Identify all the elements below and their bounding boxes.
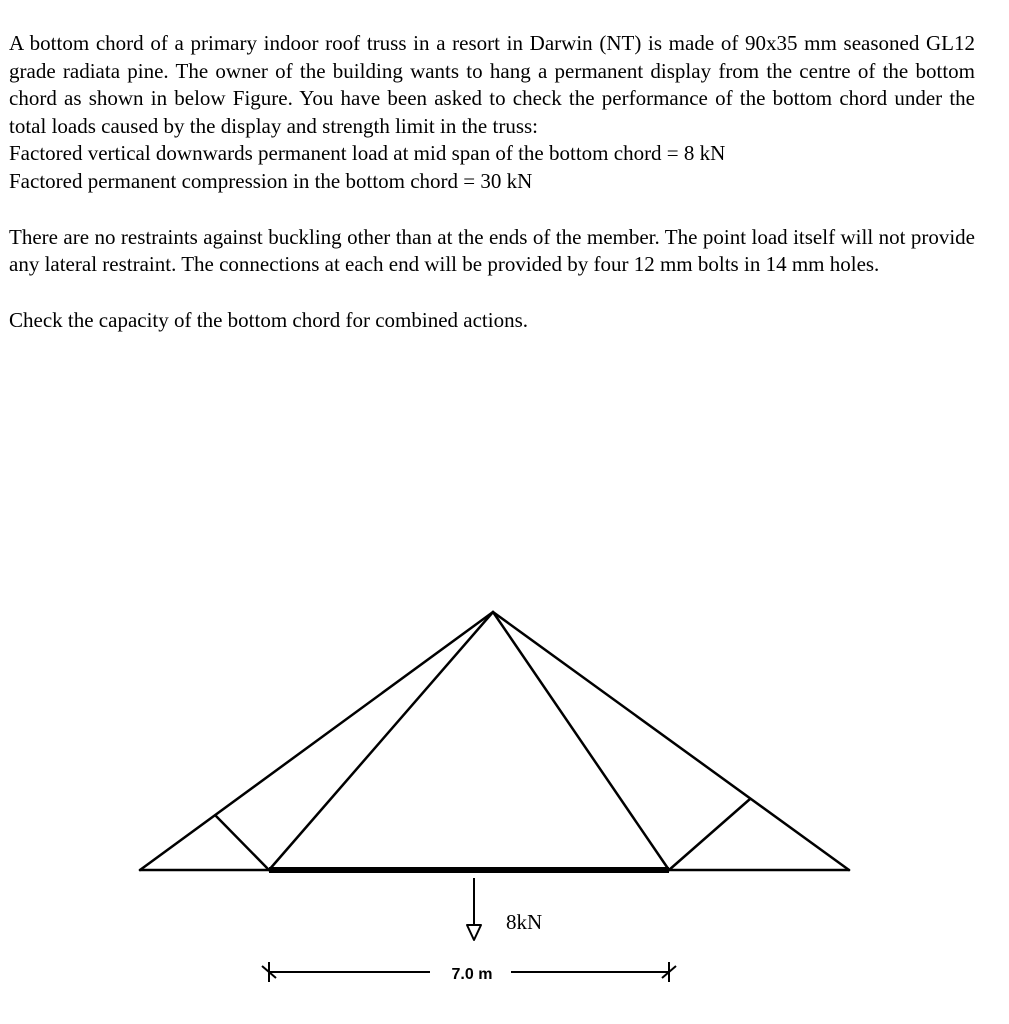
- span-label: 7.0 m: [451, 966, 493, 983]
- right-web-diagonal: [493, 612, 669, 870]
- load-line-2: Factored permanent compression in the bottom chord = 30 kN: [9, 168, 533, 193]
- point-load-arrow: [467, 878, 481, 940]
- right-top-chord: [493, 612, 849, 870]
- restraints-paragraph: There are no restraints against buckling other than at the ends of the member. The point load itself will not provide any lateral restraint. The connections at each end will be provided by four 12 mm bolts in 14 mm holes.: [9, 224, 975, 277]
- left-web-strut: [216, 816, 269, 870]
- intro-paragraph: A bottom chord of a primary indoor roof truss in a resort in Darwin (NT) is made of 90x35 mm seasoned GL12 grade radiata pine. The owner of the building wants to hang a permanent display from the centre of the bottom chord as shown in below Figure. You have been asked to check the performance of the bottom chord under the total loads caused by the display and strength limit in the truss:: [9, 31, 975, 138]
- load-line-1: Factored vertical downwards permanent load at mid span of the bottom chord = 8 kN: [9, 141, 726, 166]
- left-top-chord: [140, 612, 493, 870]
- load-label: 8kN: [506, 910, 543, 934]
- left-web-diagonal: [269, 612, 493, 870]
- right-web-strut: [669, 799, 750, 870]
- task-paragraph: Check the capacity of the bottom chord for combined actions.: [9, 307, 529, 332]
